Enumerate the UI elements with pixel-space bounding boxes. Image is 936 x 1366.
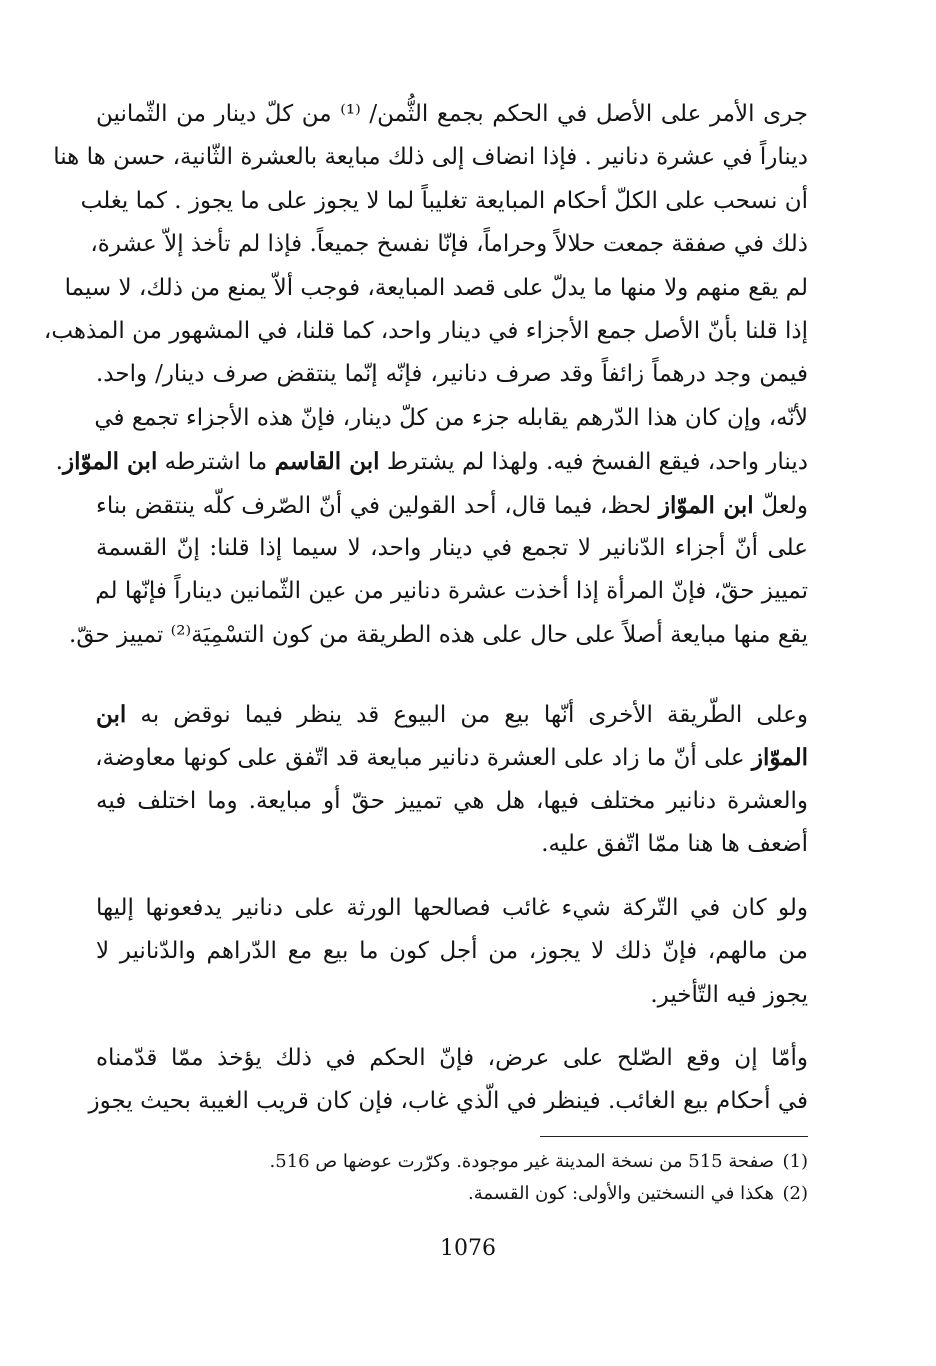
text-line: أضعف ها هنا ممّا اتّفق عليه. [541,831,808,858]
text-line: جرى الأمر على الأصل في الحكم بجمع الثُّمن/ ⁽¹⁾ من كلّ دينار من الثّمانين [96,101,808,127]
text-line: من مالهم، فإنّ ذلك لا يجوز، من أجل كون ما بيع مع الدّراهم والدّنانير لا [96,938,808,965]
footnote-2 [96,1178,808,1210]
name-ibn-al-mawwaz: ابن الموّاز [658,491,754,519]
text-line: ذلك في صفقة جمعت حلالاً وحراماً، فإنّا نفسخ جميعاً. فإذا لم تأخذ إلاّ عشرة، [90,231,808,258]
text-segment: دينار واحد، فيقع الفسخ فيه. ولهذا لم يشترط [386,449,808,476]
paragraph-4 [88,1037,808,1124]
footnote-text: هكذا في النسختين والأولى: كون القسمة. [468,1183,774,1204]
text-segment: . [55,449,63,476]
text-line: إذا قلنا بأنّ الأصل جمع الأجزاء في دينار واحد، كما قلنا، في المشهور من المذهب، [43,317,808,344]
text-line [96,736,808,779]
footnote-divider [540,1136,808,1137]
paragraph-1 [43,93,809,657]
paragraph-2 [96,693,808,867]
text-line: لم يقع منهم ولا منها ما يدلّ على قصد المبايعة، فوجب ألاّ يمنع من ذلك، لا سيما [64,274,808,301]
page-number: 1076 [440,1236,496,1261]
text-line [55,440,808,483]
text-line [96,693,808,736]
name-ibn-al-qasim: ابن القاسم [274,448,380,476]
text-line: وأمّا إن وقع الصّلح على عرض، فإنّ الحكم في ذلك يؤخذ ممّا قدّمناه [96,1045,808,1071]
text-line: ديناراً في عشرة دنانير . فإذا انضاف إلى ذلك مبايعة بالعشرة الثّانية، حسن ها هنا [53,144,808,171]
footnote-marker: (1) [782,1151,808,1172]
text-line: ولو كان في التّركة شيء غائب فصالحها الورثة على دنانير يدفعونها إليها [96,895,808,921]
text-line: والعشرة دنانير مختلف فيها، هل هي تمييز حقّ أو مبايعة. وما اختلف فيه [96,787,808,814]
text-segment: ولعلّ [761,492,809,519]
text-line: تمييز حقّ، فإنّ المرأة إذا أخذت عشرة دنانير من عين الثّمانين ديناراً فإنّها لم [95,578,808,605]
text-line: يجوز فيه التّأخير. [650,981,808,1008]
name-ibn: ابن [96,701,127,728]
text-line: أن نسحب على الكلّ أحكام المبايعة تغليباً لما لا يجوز على ما يجوز . كما يغلب [80,187,808,214]
text-segment: وعلى الطّريقة الأخرى أنّها بيع من البيوع قد ينظر فيما نوقض به [140,702,808,728]
text-segment: على أنّ ما زاد على العشرة دنانير مبايعة قد اتّفق على كونها معاوضة، [95,745,745,772]
footnote-marker: (2) [782,1183,808,1204]
name-ibn-al-mawwaz: ابن الموّاز [62,448,158,476]
footnote-text: صفحة 515 من نسخة المدينة غير موجودة. وكرّرت عوضها ص 516. [269,1151,774,1172]
text-line: على أنّ أجزاء الدّنانير لا تجمع في دينار واحد، لا سيما إذا قلنا: إنّ القسمة [96,534,808,561]
text-line [96,484,808,527]
text-line: فيمن وجد درهماً زائفاً وقد صرف دنانير، فإنّه إنّما ينتقض صرف دينار/ واحد. [96,361,808,388]
text-segment: ما اشترطه [164,449,268,476]
paragraph-3 [96,887,808,1017]
text-segment: لحظ، فيما قال، أحد القولين في أنّ الصّرف كلّه ينتقض بناء [96,492,652,519]
footnotes [96,1146,808,1210]
text-line: يقع منها مبايعة أصلاً على حال على هذه الطريقة من كون التسْمِيَة⁽²⁾ تمييز حقّ. [69,621,808,648]
name-al-mawwaz: الموّاز [751,744,808,772]
text-line: لأنّه، وإن كان هذا الدّرهم يقابله جزء من كلّ دينار، فإنّ هذه الأجزاء تجمع في [94,404,808,431]
footnote-1 [96,1146,808,1178]
text-line: في أحكام بيع الغائب. فينظر في الّذي غاب، فإن كان قريب الغيبة بحيث يجوز [88,1088,808,1115]
